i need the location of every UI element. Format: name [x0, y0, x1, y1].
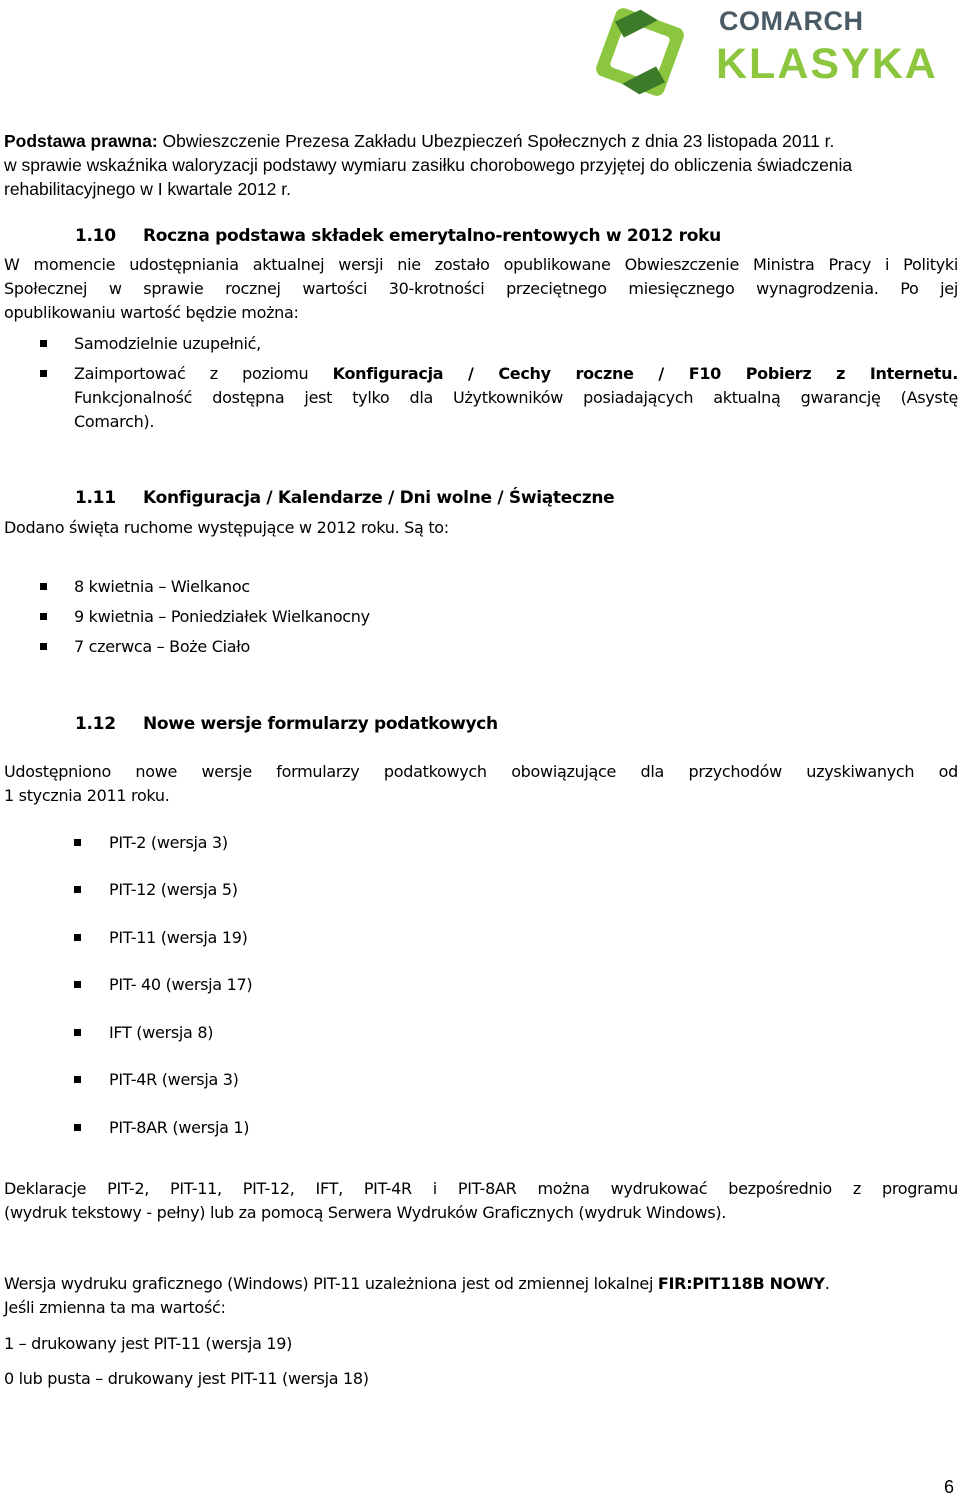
comarch-klasyka-logo [583, 4, 943, 104]
s110-bullet-2-line-2: Funkcjonalność dostępna jest tylko dla Użytkowników posiadających aktualną gwarancję (Asystę [74, 388, 958, 407]
form-item: PIT- 40 (wersja 17) [109, 975, 253, 994]
page-number: 6 [944, 1477, 955, 1497]
section-number: 1.10 [75, 226, 116, 246]
logo-mark-icon [583, 4, 703, 104]
bullet-icon [40, 643, 47, 650]
holiday-item: 8 kwietnia – Wielkanoc [74, 577, 250, 596]
option-1: 1 – drukowany jest PIT-11 (wersja 19) [4, 1334, 293, 1353]
bullet-icon [74, 934, 81, 941]
form-item: PIT-4R (wersja 3) [109, 1070, 239, 1089]
logo-line-comarch: COMARCH [719, 6, 864, 36]
legal-label: Podstawa prawna: [4, 131, 158, 151]
section-title: Konfiguracja / Kalendarze / Dni wolne / Świąteczne [143, 488, 615, 508]
s110-line-1: W momencie udostępniania aktualnej wersji nie zostało opublikowane Obwieszczenie Ministra Pracy i Polityki [4, 255, 958, 274]
s111-intro: Dodano święta ruchome występujące w 2012 roku. Są to: [4, 518, 449, 537]
holiday-item: 7 czerwca – Boże Ciało [74, 637, 250, 656]
bullet-icon [74, 839, 81, 846]
section-title: Roczna podstawa składek emerytalno-rentowych w 2012 roku [143, 226, 721, 246]
bullet-icon [74, 1029, 81, 1036]
option-2: 0 lub pusta – drukowany jest PIT-11 (wersja 18) [4, 1369, 369, 1388]
s112-version-note [4, 1272, 958, 1320]
version-prefix: Wersja wydruku graficznego (Windows) PIT-11 uzależniona jest od zmiennej lokalnej [4, 1274, 658, 1293]
form-item: PIT-12 (wersja 5) [109, 880, 238, 899]
s110-bullet-2-prefix: Zaimportować z poziomu [74, 364, 333, 383]
bullet-icon [74, 1076, 81, 1083]
s110-bullet-2-line-3: Comarch). [74, 412, 155, 431]
form-item: PIT-8AR (wersja 1) [109, 1118, 250, 1137]
section-number: 1.12 [75, 714, 116, 734]
legal-line-3: rehabilitacyjnego w I kwartale 2012 r. [4, 179, 291, 199]
menu-path: Konfiguracja / Cechy roczne / F10 Pobierz z Internetu. [332, 364, 958, 383]
s112-declarations [4, 1177, 958, 1225]
section-number: 1.11 [75, 488, 116, 508]
bullet-icon [74, 1124, 81, 1131]
section-heading-1-11 [75, 486, 614, 510]
section-1-10-body [4, 253, 958, 325]
section-heading-1-12 [75, 712, 498, 736]
bullet-icon [40, 340, 47, 347]
s110-line-2: Społecznej w sprawie rocznej wartości 30-krotności przeciętnego miesięcznego wynagrodzenia. Po jej [4, 279, 958, 298]
s112-intro-line-2: 1 stycznia 2011 roku. [4, 786, 170, 805]
s112-intro [4, 760, 958, 808]
s112-intro-line-1: Udostępniono nowe wersje formularzy podatkowych obowiązujące dla przychodów uzyskiwanych od [4, 762, 958, 781]
s110-line-3: opublikowaniu wartość będzie można: [4, 303, 299, 322]
section-title: Nowe wersje formularzy podatkowych [143, 714, 498, 734]
s112-decl-line-2: (wydruk tekstowy - pełny) lub za pomocą Serwera Wydruków Graficznych (wydruk Windows). [4, 1203, 727, 1222]
logo-line-klasyka: KLASYKA [716, 40, 938, 88]
s110-bullet-2 [74, 362, 958, 434]
legal-line-2: w sprawie wskaźnika waloryzacji podstawy wymiaru zasiłku chorobowego przyjętej do obliczenia świadczenia [4, 155, 853, 175]
bullet-icon [40, 370, 47, 377]
form-item: PIT-2 (wersja 3) [109, 833, 228, 852]
form-item: PIT-11 (wersja 19) [109, 928, 248, 947]
holiday-item: 9 kwietnia – Poniedziałek Wielkanocny [74, 607, 370, 626]
version-line-2: Jeśli zmienna ta ma wartość: [4, 1298, 226, 1317]
version-suffix: . [824, 1274, 830, 1293]
legal-basis [4, 129, 960, 201]
s110-bullet-1: Samodzielnie uzupełnić, [74, 334, 261, 353]
bullet-icon [40, 613, 47, 620]
legal-text: Obwieszczenie Prezesa Zakładu Ubezpieczeń Społecznych z dnia 23 listopada 2011 r. [157, 131, 835, 151]
bullet-icon [74, 981, 81, 988]
bullet-icon [40, 583, 47, 590]
section-heading-1-10 [75, 224, 721, 248]
bullet-icon [74, 886, 81, 893]
variable-name: FIR:PIT118B NOWY [657, 1274, 825, 1293]
form-item: IFT (wersja 8) [109, 1023, 214, 1042]
s112-decl-line-1: Deklaracje PIT-2, PIT-11, PIT-12, IFT, PIT-4R i PIT-8AR można wydrukować bezpośrednio z programu [4, 1179, 958, 1198]
